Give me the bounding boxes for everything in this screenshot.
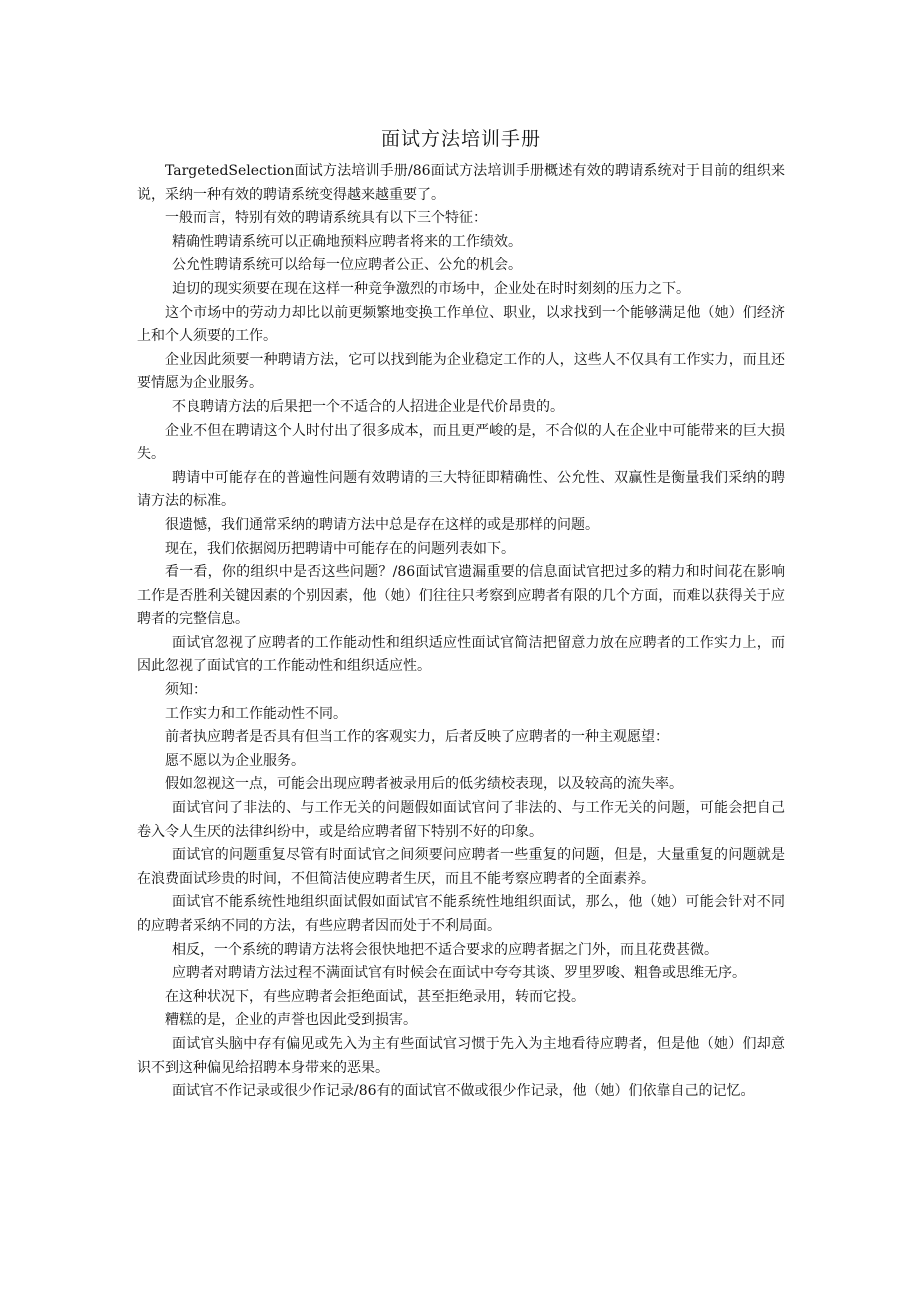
paragraph: 在这种状况下，有些应聘者会拒绝面试，甚至拒绝录用，转而它投。 [165,988,585,1005]
paragraph: 假如忽视这一点，可能会出现应聘者被录用后的低劣绩校表现，以及较高的流失率。 [165,776,683,793]
document-title: 面试方法培训手册 [380,128,541,150]
paragraph: 糟糕的是，企业的声誉也因此受到损害。 [165,1012,417,1029]
paragraph: 不良聘请方法的后果把一个不适合的人招进企业是代价昂贵的。 [172,398,564,415]
paragraph: 工作实力和工作能动性不同。 [165,705,347,722]
paragraph: 一般而言，特别有效的聘请系统具有以下三个特征： [165,210,487,227]
paragraph: TargetedSelection面试方法培训手册/86面试方法培训手册概述有效的聘请系统对于目前的组织来说，采纳一种有效的聘请系统变得越来越重要了。 [137,163,785,203]
document-body [137,160,785,1104]
paragraph: 精确性聘请系统可以正确地预料应聘者将来的工作绩效。 [172,233,522,250]
paragraph: 聘请中可能存在的普遍性问题有效聘请的三大特征即精确性、公允性、双赢性是衡量我们采纳的聘请方法的标准。 [137,469,785,510]
paragraph: 面试官问了非法的、与工作无关的问题假如面试官问了非法的、与工作无关的问题，可能会把自己卷入令人生厌的法律纠纷中，或是给应聘者留下特别不好的印象。 [137,800,785,840]
paragraph: 面试官头脑中存有偏见或先入为主有些面试官习惯于先入为主地看待应聘者，但是他（她）们却意识不到这种偏见给招聘本身带来的恶果。 [137,1035,785,1076]
paragraph: 公允性聘请系统可以给每一位应聘者公正、公允的机会。 [172,257,522,274]
paragraph: 须知： [165,682,207,699]
paragraph: 面试官忽视了应聘者的工作能动性和组织适应性面试官简洁把留意力放在应聘者的工作实力上，而因此忽视了面试官的工作能动性和组织适应性。 [137,634,785,675]
paragraph: 迫切的现实须要在现在这样一种竞争激烈的市场中，企业处在时时刻刻的压力之下。 [172,280,690,297]
paragraph: 看一看，你的组织中是否这些问题？/86面试官遗漏重要的信息面试官把过多的精力和时间花在影响工作是否胜利关键因素的个别因素，他（她）们往往只考察到应聘者有限的几个方面，而难以获得关于应聘者的完整信息。 [137,564,785,628]
paragraph: 应聘者对聘请方法过程不满面试官有时候会在面试中夸夸其谈、罗里罗唆、粗鲁或思维无序。 [172,965,746,982]
paragraph: 愿不愿以为企业服务。 [165,752,305,769]
paragraph: 面试官不能系统性地组织面试假如面试官不能系统性地组织面试，那么，他（她）可能会针对不同的应聘者采纳不同的方法，有些应聘者因而处于不利局面。 [137,894,785,934]
paragraph: 现在，我们依据阅历把聘请中可能存在的问题列表如下。 [165,540,515,557]
paragraph: 面试官不作记录或很少作记录/86有的面试官不做或很少作记录，他（她）们依靠自己的记忆。 [172,1083,755,1100]
paragraph: 企业不但在聘请这个人时付出了很多成本，而且更严峻的是，不合似的人在企业中可能带来的巨大损失。 [137,422,785,463]
document-page [137,126,785,1104]
paragraph: 前者执应聘者是否具有但当工作的客观实力，后者反映了应聘者的一种主观愿望： [165,729,669,746]
paragraph: 面试官的问题重复尽管有时面试官之间须要问应聘者一些重复的问题，但是，大量重复的问题就是在浪费面试珍贵的时间，不但简洁使应聘者生厌，而且不能考察应聘者的全面素养。 [137,847,785,887]
paragraph: 很遗憾，我们通常采纳的聘请方法中总是存在这样的或是那样的问题。 [165,516,599,533]
paragraph: 相反，一个系统的聘请方法将会很快地把不适合要求的应聘者据之门外，而且花费甚微。 [172,941,718,958]
paragraph: 这个市场中的劳动力却比以前更频繁地变换工作单位、职业，以求找到一个能够满足他（她）们经济上和个人须要的工作。 [137,304,785,345]
paragraph: 企业因此须要一种聘请方法，它可以找到能为企业稳定工作的人，这些人不仅具有工作实力，而且还要情愿为企业服务。 [137,351,785,392]
